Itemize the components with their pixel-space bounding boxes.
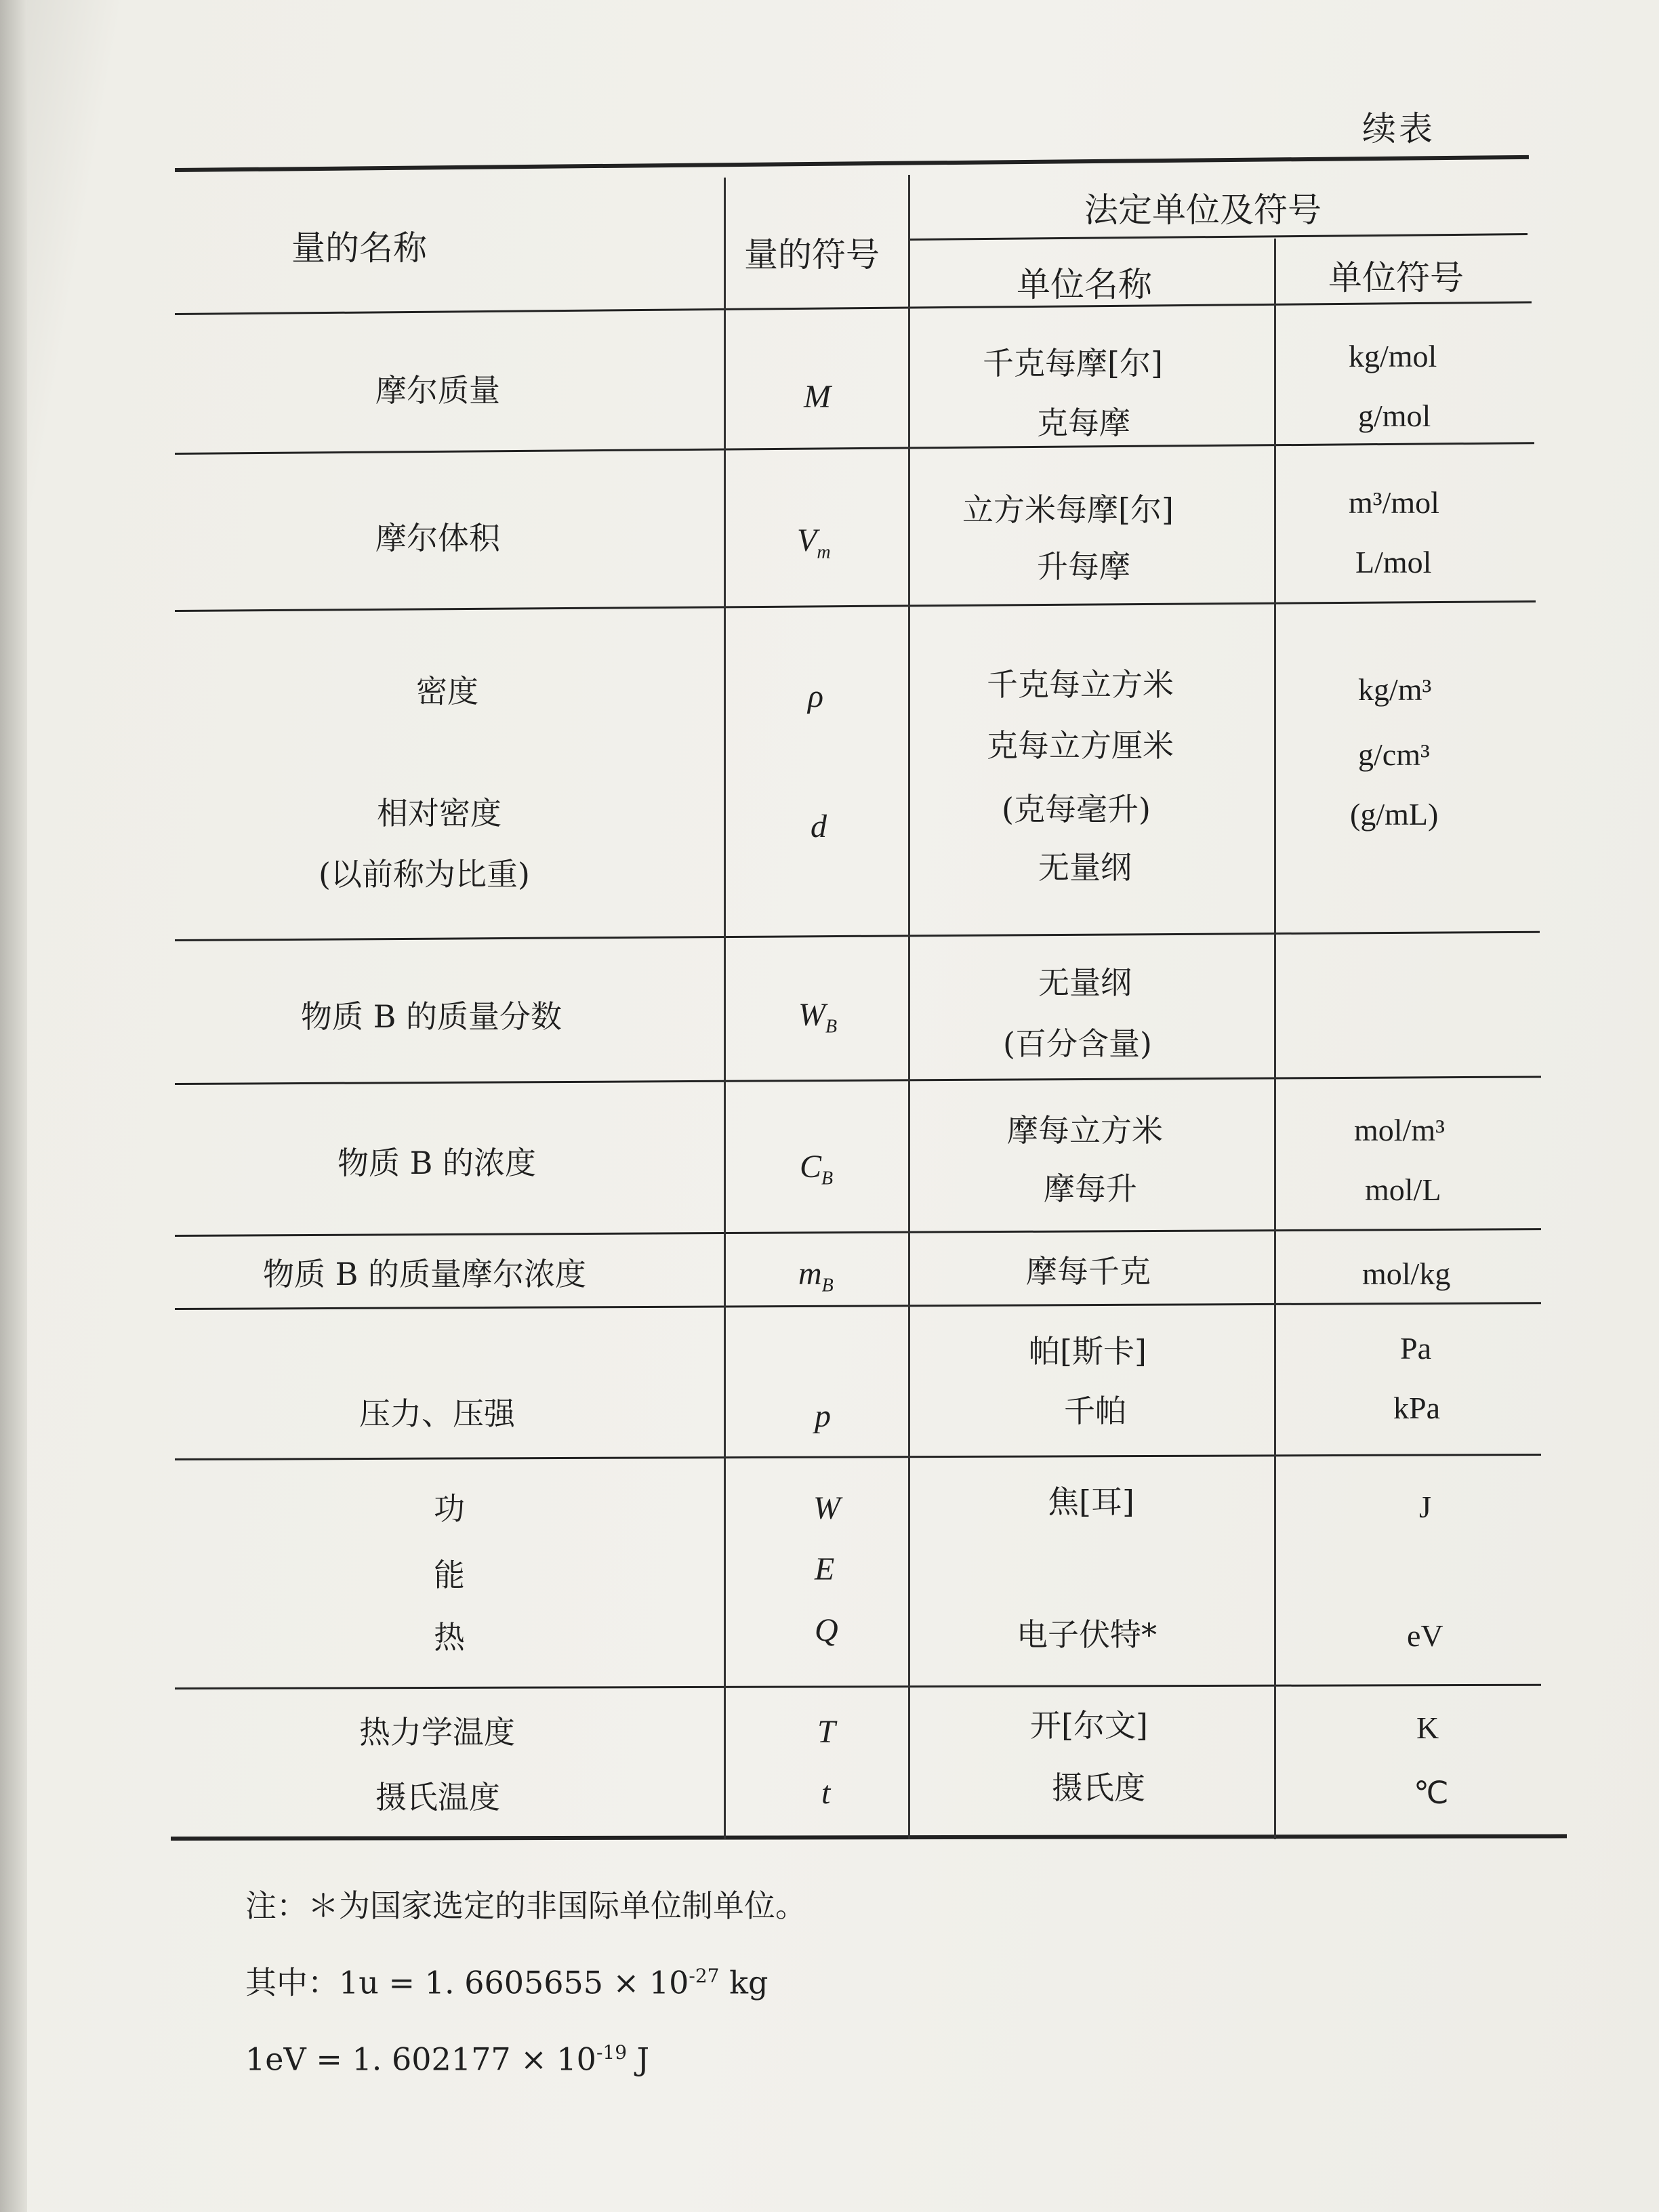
row-energy-unit-symbol-2: eV	[1407, 1618, 1443, 1653]
page-binding-shadow	[0, 0, 27, 2212]
header-quantity-name: 量的名称	[291, 228, 427, 268]
row-density-unit-symbol-2: g/cm³	[1358, 737, 1430, 772]
row-celsius-temp-symbol: t	[821, 1775, 831, 1811]
header-unit-symbol: 单位符号	[1328, 258, 1464, 298]
header-legal-units: 法定单位及符号	[1084, 190, 1322, 230]
row-molar-mass-symbol: M	[804, 379, 831, 415]
col-divider-1	[724, 178, 726, 1839]
row-density-unit-symbol-3: (g/mL)	[1350, 797, 1439, 832]
row-concentration-symbol: $C_B$	[800, 1149, 834, 1189]
row-energy-unit-name-1: 焦[耳]	[1048, 1483, 1134, 1520]
row-energy-symbol: E	[815, 1551, 835, 1587]
note-electron-volt: 1eV = 1. $602177 \times 10^{-19}$ J	[245, 2041, 650, 2078]
row-energy-name: 能	[434, 1557, 465, 1593]
row-concentration-unit-symbol-1: mol/m³	[1354, 1113, 1445, 1147]
table-bottom-rule	[171, 1834, 1567, 1841]
row-relative-density-unit-name: 无量纲	[1038, 849, 1132, 886]
row-heat-name: 热	[434, 1619, 465, 1656]
row-molar-volume-unit-name-2: 升每摩	[1037, 548, 1130, 585]
row-pressure-unit-name-1: 帕[斯卡]	[1029, 1333, 1147, 1370]
row-concentration-name: 物质 B 的浓度	[337, 1145, 537, 1181]
row-work-symbol: W	[813, 1490, 840, 1526]
row-concentration-unit-symbol-2: mol/L	[1365, 1172, 1441, 1207]
row-pressure-unit-symbol-1: Pa	[1400, 1331, 1431, 1366]
row-rule-8	[175, 1684, 1541, 1689]
row-rule-4	[175, 1076, 1541, 1085]
header-unit-name: 单位名称	[1017, 265, 1152, 304]
row-relative-density-alt-name: (以前称为比重)	[319, 856, 530, 893]
row-rule-7	[175, 1454, 1541, 1460]
row-thermo-temp-name: 热力学温度	[359, 1714, 515, 1750]
row-molality-unit-name: 摩每千克	[1026, 1253, 1151, 1290]
row-molar-mass-unit-name-1: 千克每摩[尔]	[983, 345, 1163, 382]
col-divider-2	[908, 175, 910, 1839]
row-mass-fraction-unit-name-2: (百分含量)	[1003, 1025, 1152, 1062]
row-temp-unit-name-1: 开[尔文]	[1030, 1707, 1148, 1744]
row-molality-symbol: $m_B$	[798, 1256, 834, 1296]
row-molar-volume-unit-symbol-2: L/mol	[1355, 545, 1432, 579]
row-molar-volume-name: 摩尔体积	[375, 520, 500, 556]
row-density-unit-name-2: 克每立方厘米	[987, 727, 1174, 764]
row-density-name: 密度	[416, 673, 478, 710]
row-concentration-unit-name-2: 摩每升	[1044, 1170, 1137, 1207]
note-non-si-units: 注：＊为国家选定的非国际单位制单位。	[245, 1887, 806, 1924]
row-rule-5	[175, 1228, 1541, 1237]
continued-label: 续表	[1362, 109, 1435, 148]
row-work-name: 功	[434, 1490, 465, 1527]
row-molar-volume-unit-name-1: 立方米每摩[尔]	[962, 491, 1174, 528]
row-temp-unit-name-2: 摄氏度	[1052, 1769, 1145, 1806]
row-mass-fraction-symbol: $W_B$	[798, 997, 838, 1038]
row-mass-fraction-name: 物质 B 的质量分数	[301, 998, 562, 1035]
row-rule-3	[175, 931, 1540, 941]
col-divider-3	[1274, 239, 1276, 1839]
table-notes	[245, 1870, 806, 2095]
row-pressure-name: 压力、压强	[359, 1395, 515, 1432]
row-relative-density-symbol: d	[811, 808, 827, 844]
row-rule-1	[175, 442, 1534, 455]
note-atomic-mass-unit: 其中：1u = 1. $6605655 \times 10^{-27}$ kg	[245, 1964, 769, 2001]
header-quantity-symbol: 量的符号	[744, 235, 880, 274]
row-temp-unit-symbol-2: ℃	[1414, 1776, 1449, 1810]
row-pressure-symbol: p	[815, 1398, 831, 1434]
row-heat-symbol: Q	[815, 1612, 838, 1648]
row-thermo-temp-symbol: T	[817, 1714, 836, 1750]
row-temp-unit-symbol-1: K	[1416, 1711, 1439, 1745]
row-density-unit-name-1: 千克每立方米	[987, 666, 1174, 703]
row-density-unit-symbol-1: kg/m³	[1358, 672, 1432, 707]
row-celsius-temp-name: 摄氏温度	[375, 1779, 500, 1816]
row-density-unit-name-3: (克每毫升)	[1002, 791, 1151, 827]
table-top-rule	[175, 155, 1529, 172]
row-molality-name: 物质 B 的质量摩尔浓度	[263, 1256, 587, 1292]
row-molar-mass-unit-name-2: 克每摩	[1037, 405, 1130, 441]
row-molality-unit-symbol: mol/kg	[1362, 1256, 1451, 1291]
row-energy-unit-symbol-1: J	[1419, 1490, 1431, 1524]
row-pressure-unit-name-2: 千帕	[1064, 1393, 1126, 1429]
row-pressure-unit-symbol-2: kPa	[1393, 1391, 1440, 1425]
row-molar-volume-symbol: $V_m$	[797, 523, 831, 563]
row-mass-fraction-unit-name-1: 无量纲	[1038, 964, 1132, 1001]
row-relative-density-name: 相对密度	[377, 795, 501, 832]
row-rule-2	[175, 600, 1536, 612]
row-molar-mass-unit-symbol-1: kg/mol	[1349, 339, 1437, 373]
row-molar-mass-name: 摩尔质量	[375, 372, 500, 409]
row-molar-mass-unit-symbol-2: g/mol	[1358, 398, 1431, 433]
row-density-symbol: ρ	[808, 678, 824, 714]
row-energy-unit-name-2: 电子伏特*	[1017, 1616, 1157, 1653]
row-molar-volume-unit-symbol-1: m³/mol	[1349, 485, 1439, 520]
row-concentration-unit-name-1: 摩每立方米	[1007, 1112, 1163, 1149]
